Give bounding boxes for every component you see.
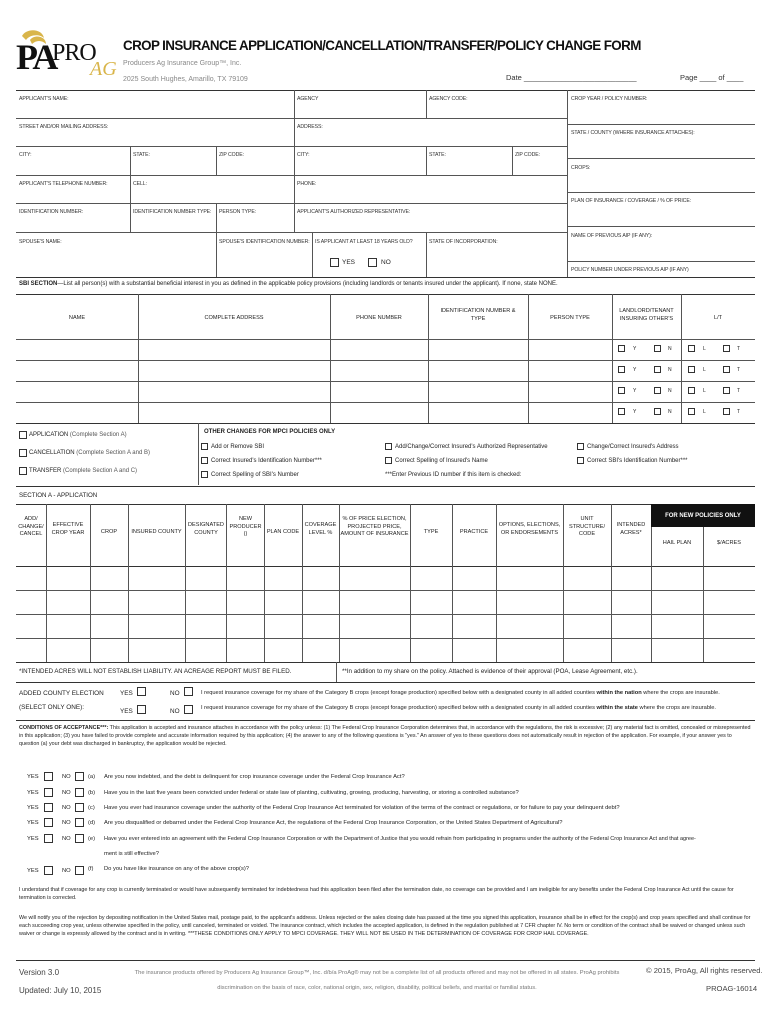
question-no-label: NO xyxy=(62,836,71,842)
question-yes-checkbox[interactable] xyxy=(44,803,53,812)
version-label: Version 3.0 xyxy=(19,968,60,977)
city-field[interactable]: CITY: xyxy=(19,152,32,158)
crop-year-policy-field[interactable]: CROP YEAR / POLICY NUMBER: xyxy=(571,96,648,102)
sbi-y-checkbox[interactable] xyxy=(618,387,625,394)
question-no-checkbox[interactable] xyxy=(75,803,84,812)
agency-code-field[interactable]: AGENCY CODE: xyxy=(429,96,468,102)
question-no-checkbox[interactable] xyxy=(75,834,84,843)
sbi-col-landlord: LANDLORD/TENANT INSURING OTHER'S xyxy=(619,308,674,322)
sbi-heading: SBI SECTION xyxy=(19,281,58,287)
other-changes-heading: OTHER CHANGES FOR MPCI POLICIES ONLY xyxy=(204,429,336,435)
question-no-label: NO xyxy=(62,790,71,796)
sbi-l-label: L xyxy=(703,367,706,373)
state-no-label: NO xyxy=(170,708,180,715)
question-letter: (f) xyxy=(88,866,94,872)
understand-paragraph: I understand that if coverage for any crop is currently terminated or would have subsequently terminated for indebtedness had this application been filed after the termination date, no coverage can be provided and I am ineligible for any benefits under the Federal Crop Insurance Act until the cause for termination is corrected. xyxy=(19,887,734,901)
correct-sbi-id-label: Correct SBI's Identification Number*** xyxy=(587,458,688,464)
sbi-n-label: N xyxy=(668,388,672,394)
intended-acres-note: *INTENDED ACRES WILL NOT ESTABLISH LIABILITY. AN ACREAGE REPORT MUST BE FILED. xyxy=(19,668,292,675)
spouse-id-field[interactable]: SPOUSE'S IDENTIFICATION NUMBER: xyxy=(219,239,310,245)
question-text: Have you in the last five years been convicted under federal or state law of planting, cultivating, growing, producing, harvesting, or storing a controlled substance? xyxy=(104,790,519,796)
age-no-checkbox[interactable] xyxy=(368,258,377,267)
sbi-n-label: N xyxy=(668,367,672,373)
question-yes-checkbox[interactable] xyxy=(44,772,53,781)
question-yes-checkbox[interactable] xyxy=(44,866,53,875)
agency-address-field[interactable]: ADDRESS: xyxy=(297,124,323,130)
sbi-l-checkbox[interactable] xyxy=(688,345,695,352)
sbi-l-checkbox[interactable] xyxy=(688,408,695,415)
sbi-col-id: IDENTIFICATION NUMBER & TYPE xyxy=(440,308,516,322)
section-a-heading: SECTION A - APPLICATION xyxy=(19,492,98,499)
sbi-t-label: T xyxy=(737,367,741,373)
sbi-l-label: L xyxy=(703,346,706,352)
question-yes-label: YES xyxy=(27,820,39,826)
question-text: Are you disqualified or debarred under the Federal Crop Insurance Act, the regulations of the Federal Crop Insurance Corporation, or the United States Department of Agricultural? xyxy=(104,820,563,826)
col-designated-county: DESIGNATED COUNTY xyxy=(188,522,224,536)
age-yes-label: YES xyxy=(342,259,356,266)
sbi-col-address: COMPLETE ADDRESS xyxy=(204,315,264,321)
question-no-checkbox[interactable] xyxy=(75,818,84,827)
sbi-n-checkbox[interactable] xyxy=(654,345,661,352)
question-text: Do you have like insurance on any of the above crop(s)? xyxy=(104,866,250,872)
correct-sbi-spelling-label: Correct Spelling of SBI's Number xyxy=(211,472,299,478)
notify-paragraph: We will notify you of the rejection by depositing notification in the United States mail, postage paid, to the applicant's address. Unless rejected or the sales closing date has passed at the time you signed this application, insurance shall be in effect for the crop(s) and crop years specified and shall continue for each succeeding crop year, unless otherwise specified in the policy, until canceled, terminated or voided. The insurance contract, which includes the accepted application, is defined in the regulation published at 7 CFR chapter IV. No term or condition of the contract shall be waived or changed unless such waiver or change is expressly allowed by the contract and is in writing. ***THESE CONDITIONS ONLY APPLY TO MPCI COVERAGE. THEY WILL NOT BE USED IN THE DETERMINATION OF COVERAGE FOR CROP HAIL COVERAGE. xyxy=(19,915,751,937)
sbi-col-lt: L/T xyxy=(713,315,723,321)
form-id: PROAG-16014 xyxy=(706,984,758,993)
question-letter: (b) xyxy=(88,790,96,796)
spouse-name-field[interactable]: SPOUSE'S NAME: xyxy=(19,239,62,245)
cancellation-label: CANCELLATION xyxy=(29,450,75,456)
logo xyxy=(16,28,124,84)
date-field[interactable]: Date ___________________________ xyxy=(506,73,637,82)
col-new-producer: NEW PRODUCER () xyxy=(229,516,262,538)
question-yes-label: YES xyxy=(27,774,39,780)
age-no-label: NO xyxy=(381,259,391,266)
company-name: Producers Ag Insurance Group™, Inc. xyxy=(123,60,242,67)
question-text-cont: ment is still effective? xyxy=(104,851,159,857)
sbi-l-checkbox[interactable] xyxy=(688,366,695,373)
logo-pro: PRO xyxy=(52,40,96,66)
question-letter: (a) xyxy=(88,774,96,780)
state-no-checkbox[interactable] xyxy=(184,705,193,714)
authorized-rep-field[interactable]: APPLICANT'S AUTHORIZED REPRESENTATIVE: xyxy=(297,209,411,215)
sbi-n-checkbox[interactable] xyxy=(654,387,661,394)
plan-field[interactable]: PLAN OF INSURANCE / COVERAGE / % OF PRICE: xyxy=(571,198,692,204)
add-auth-rep-checkbox[interactable] xyxy=(385,443,392,450)
prev-aip-field[interactable]: NAME OF PREVIOUS AIP (IF ANY): xyxy=(571,233,653,239)
sbi-t-checkbox[interactable] xyxy=(723,408,730,415)
col-coverage-level: COVERAGE LEVEL % xyxy=(304,522,337,536)
question-letter: (e) xyxy=(88,836,96,842)
cancellation-checkbox[interactable] xyxy=(19,449,27,457)
sbi-intro xyxy=(19,281,558,287)
sbi-n-checkbox[interactable] xyxy=(654,408,661,415)
question-yes-label: YES xyxy=(27,836,39,842)
question-no-label: NO xyxy=(62,820,71,826)
enter-prev-id-note: ***Enter Previous ID number if this item is checked: xyxy=(385,472,522,478)
table-row[interactable] xyxy=(16,566,755,590)
sbi-col-name: NAME xyxy=(68,315,86,321)
nation-yes-label: YES xyxy=(120,690,133,697)
col-per-acre: $/ACRES xyxy=(717,540,741,546)
sbi-y-label: Y xyxy=(633,409,637,415)
nation-text-end: where the crops are insurable. xyxy=(641,690,720,696)
col-plan-code: PLAN CODE xyxy=(266,529,300,535)
col-insured-county: INSURED COUNTY xyxy=(131,529,182,535)
sbi-n-label: N xyxy=(668,346,672,352)
sbi-t-label: T xyxy=(737,388,741,394)
county-election-sublabel: (SELECT ONLY ONE): xyxy=(19,704,84,711)
zip-field[interactable]: ZIP CODE: xyxy=(219,152,244,158)
col-add-change-cancel: ADD/ CHANGE/ CANCEL xyxy=(18,516,44,538)
state-county-field[interactable]: STATE / COUNTY (WHERE INSURANCE ATTACHES): xyxy=(571,130,695,136)
sbi-text: —List all person(s) with a substantial beneficial interest in you as defined in the applicable policy provisions (including landlords or tenants insured under the applicant). If none, state NONE. xyxy=(57,281,558,287)
agency-phone-field[interactable]: PHONE: xyxy=(297,181,317,187)
question-letter: (c) xyxy=(88,805,95,811)
state-field[interactable]: STATE: xyxy=(133,152,150,158)
col-hail-plan: HAIL PLAN xyxy=(662,540,692,546)
question-yes-checkbox[interactable] xyxy=(44,788,53,797)
nation-text-bold: within the nation xyxy=(596,690,642,696)
application-note: (Complete Section A) xyxy=(69,432,127,438)
prev-policy-field[interactable]: POLICY NUMBER UNDER PREVIOUS AIP (IF ANY) xyxy=(571,267,689,273)
updated-label: Updated: July 10, 2015 xyxy=(19,986,102,995)
person-type-field[interactable]: PERSON TYPE: xyxy=(219,209,257,215)
sbi-l-label: L xyxy=(703,388,706,394)
table-row[interactable] xyxy=(16,590,755,614)
correct-insured-spelling-checkbox[interactable] xyxy=(385,457,392,464)
copyright: © 2015, ProAg, All rights reserved. xyxy=(646,966,763,975)
street-address-field[interactable]: STREET AND/OR MAILING ADDRESS: xyxy=(19,124,109,130)
telephone-field[interactable]: APPLICANT'S TELEPHONE NUMBER: xyxy=(19,181,108,187)
state-text-main: I request insurance coverage for my share of the Category B crops (except forage production) specified below with a designated county in all added counties xyxy=(201,705,597,711)
applicant-name-field[interactable]: APPLICANT'S NAME: xyxy=(19,96,69,102)
sbi-y-checkbox[interactable] xyxy=(618,345,625,352)
nation-yes-checkbox[interactable] xyxy=(137,687,146,696)
question-yes-label: YES xyxy=(27,868,39,874)
sbi-y-label: Y xyxy=(633,367,637,373)
company-address: 2025 South Hughes, Amarillo, TX 79109 xyxy=(123,76,248,83)
add-remove-sbi-checkbox[interactable] xyxy=(201,443,208,450)
page-field[interactable]: Page ____ of ____ xyxy=(680,73,744,82)
question-yes-checkbox[interactable] xyxy=(44,818,53,827)
share-note: **In addition to my share on the policy. Attached is evidence of their approval (POA, Lease Agreement, etc.). xyxy=(342,668,638,675)
transfer-checkbox[interactable] xyxy=(19,467,27,475)
transfer-label: TRANSFER xyxy=(29,468,62,474)
sbi-t-checkbox[interactable] xyxy=(723,345,730,352)
col-type: TYPE xyxy=(423,529,439,535)
conditions-heading: CONDITIONS OF ACCEPTANCE***: xyxy=(19,725,109,731)
agency-zip-field[interactable]: ZIP CODE: xyxy=(515,152,540,158)
question-text: Are you now indebted, and the debt is delinquent for crop insurance coverage under the Federal Crop Insurance Act? xyxy=(104,774,405,780)
agency-state-field[interactable]: STATE: xyxy=(429,152,446,158)
state-text-bold: within the state xyxy=(596,705,638,711)
sbi-t-checkbox[interactable] xyxy=(723,366,730,373)
correct-insured-id-checkbox[interactable] xyxy=(201,457,208,464)
question-no-label: NO xyxy=(62,774,71,780)
transfer-option xyxy=(29,468,137,474)
nation-text xyxy=(201,690,720,696)
col-intended-acres: INTENDED ACRES* xyxy=(616,522,646,536)
correct-insured-id-label: Correct Insured's Identification Number*** xyxy=(211,458,322,464)
question-text: Have you ever entered into an agreement with the Federal Crop Insurance Corporation or with the Department of Justice that you would refrain from participating in programs under the authority of the Federal Crop Insurance Act and that agree- xyxy=(104,836,696,842)
cell-field[interactable]: CELL: xyxy=(133,181,147,187)
sbi-y-checkbox[interactable] xyxy=(618,408,625,415)
col-practice: PRACTICE xyxy=(459,529,489,535)
state-yes-checkbox[interactable] xyxy=(137,705,146,714)
sbi-t-label: T xyxy=(737,346,741,352)
new-policies-label: FOR NEW POLICIES ONLY xyxy=(665,513,741,519)
agency-field[interactable]: AGENCY xyxy=(297,96,319,102)
sbi-col-phone: PHONE NUMBER xyxy=(356,315,402,321)
sbi-col-person: PERSON TYPE xyxy=(550,315,590,321)
id-number-field[interactable]: IDENTIFICATION NUMBER: xyxy=(19,209,83,215)
sbi-n-checkbox[interactable] xyxy=(654,366,661,373)
logo-ag: AG xyxy=(90,58,117,80)
col-effective-year: EFFECTIVE CROP YEAR xyxy=(51,522,85,536)
sbi-y-label: Y xyxy=(633,346,637,352)
county-election-label: ADDED COUNTY ELECTION xyxy=(19,690,104,697)
table-row[interactable] xyxy=(16,638,755,662)
add-auth-rep-label: Add/Change/Correct Insured's Authorized Representative xyxy=(395,444,548,450)
state-text-end: where the crops are insurable. xyxy=(637,705,717,711)
col-unit-structure: UNIT STRUCTURE/ CODE xyxy=(568,516,606,538)
sbi-y-label: Y xyxy=(633,388,637,394)
age-question: IS APPLICANT AT LEAST 18 YEARS OLD? xyxy=(315,239,413,245)
nation-no-label: NO xyxy=(170,690,180,697)
application-label: APPLICATION xyxy=(29,432,69,438)
col-price-election: % OF PRICE ELECTION, PROJECTED PRICE, AMOUNT OF INSURANCE xyxy=(340,516,409,538)
add-remove-sbi-label: Add or Remove SBI xyxy=(211,444,265,450)
table-row[interactable] xyxy=(16,614,755,638)
sbi-t-label: T xyxy=(737,409,741,415)
form-title: CROP INSURANCE APPLICATION/CANCELLATION/TRANSFER/POLICY CHANGE FORM xyxy=(123,38,641,53)
cancellation-note: (Complete Section A and B) xyxy=(76,450,150,456)
id-type-field[interactable]: IDENTIFICATION NUMBER TYPE: xyxy=(133,209,212,215)
correct-insured-spelling-label: Correct Spelling of Insured's Name xyxy=(395,458,488,464)
sbi-l-checkbox[interactable] xyxy=(688,387,695,394)
transfer-note: (Complete Section A and C) xyxy=(63,468,138,474)
sbi-y-checkbox[interactable] xyxy=(618,366,625,373)
conditions-text: This application is accepted and insurance attaches in accordance with the policy unless: (1) The Federal Crop Insurance Corporation determines that, in accordance with the regulations, the risk is excessive; (2) any material fact is omitted, concealed or misrepresented in this application; (3) you have failed to provide complete and accurate information required by this application; (4) the answer to any of the following questions is "yes." An answer of yes to these questions does not automatically result in rejection of the application. For example, if your answer yes to question (a) your debt was discharged in bankruptcy, the application would be rejected. xyxy=(19,725,751,747)
conditions-paragraph xyxy=(19,725,753,748)
application-checkbox[interactable] xyxy=(19,431,27,439)
application-option xyxy=(29,432,127,438)
question-yes-checkbox[interactable] xyxy=(44,834,53,843)
question-letter: (d) xyxy=(88,820,96,826)
question-text: Have you ever had insurance coverage under the authority of the Federal Crop Insurance Act terminated for violation of the terms of the contract or regulations, or for failure to pay your delinquent debt? xyxy=(104,805,620,811)
agency-city-field[interactable]: CITY: xyxy=(297,152,310,158)
question-no-checkbox[interactable] xyxy=(75,772,84,781)
sbi-n-label: N xyxy=(668,409,672,415)
correct-address-checkbox[interactable] xyxy=(577,443,584,450)
col-options: OPTIONS, ELECTIONS, OR ENDORSEMENTS xyxy=(498,522,561,536)
logo-pa: PA xyxy=(16,37,56,77)
crops-field[interactable]: CROPS: xyxy=(571,165,591,171)
question-no-label: NO xyxy=(62,868,71,874)
correct-sbi-id-checkbox[interactable] xyxy=(577,457,584,464)
state-yes-label: YES xyxy=(120,708,133,715)
state-text xyxy=(201,705,716,711)
sbi-l-label: L xyxy=(703,409,706,415)
incorporation-field[interactable]: STATE OF INCORPORATION: xyxy=(429,239,498,245)
disclaimer-line-2: discrimination on the basis of race, color, national origin, sex, religion, disability, political beliefs, and marital or familial status. xyxy=(217,985,537,991)
age-yes-checkbox[interactable] xyxy=(330,258,339,267)
cancellation-option xyxy=(29,450,150,456)
question-no-checkbox[interactable] xyxy=(75,866,84,875)
col-crop: CROP xyxy=(100,529,118,535)
question-no-checkbox[interactable] xyxy=(75,788,84,797)
question-no-label: NO xyxy=(62,805,71,811)
sbi-t-checkbox[interactable] xyxy=(723,387,730,394)
question-yes-label: YES xyxy=(27,790,39,796)
nation-no-checkbox[interactable] xyxy=(184,687,193,696)
correct-sbi-spelling-checkbox[interactable] xyxy=(201,471,208,478)
question-yes-label: YES xyxy=(27,805,39,811)
nation-text-main: I request insurance coverage for my share of the Category B crops (except forage production) specified below with a designated county in all added counties xyxy=(201,690,597,696)
correct-address-label: Change/Correct Insured's Address xyxy=(587,444,679,450)
disclaimer-line-1: The insurance products offered by Producers Ag Insurance Group™, Inc. d/b/a ProAg® may not be a complete list of all products offered and may not be offered in all states. ProAg prohibits xyxy=(134,970,620,976)
